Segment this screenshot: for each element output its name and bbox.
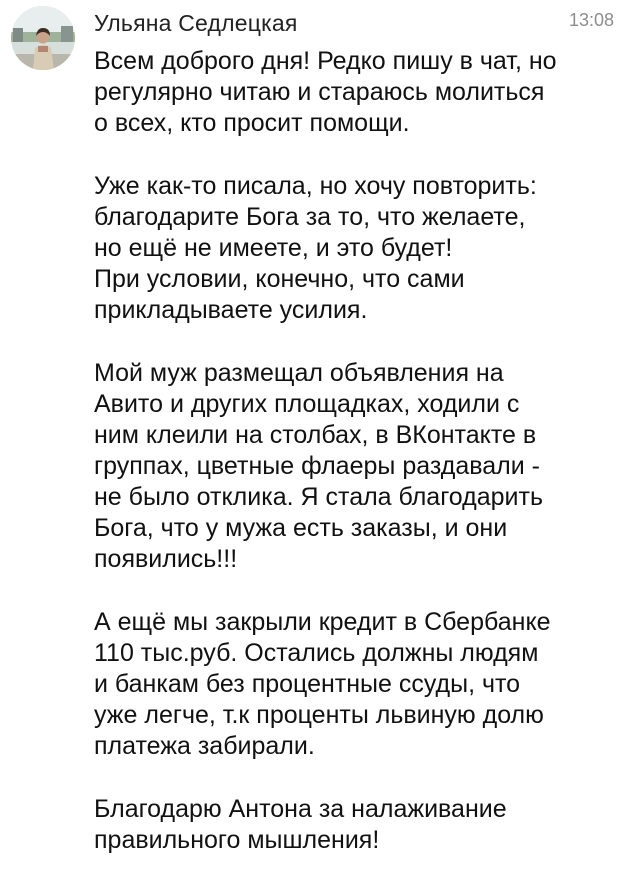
message-line: регулярно читаю и стараюсь молиться <box>94 78 545 106</box>
message-text <box>94 46 616 888</box>
message-line: о всех, кто просит помощи. <box>94 109 410 137</box>
message-line: прикладываете усилия. <box>94 296 368 324</box>
message-paragraph <box>94 171 616 326</box>
message-line: При условии, конечно, что сами <box>94 265 465 293</box>
message-line: но ещё не имеете, и это будет! <box>94 234 453 262</box>
message-line: Авито и других площадках, ходили с <box>94 390 520 418</box>
message-line: Бога, что у мужа есть заказы, и они <box>94 514 508 542</box>
message-line: ним клеили на столбах, в ВКонтакте в <box>94 421 537 449</box>
message-line: 110 тыс.руб. Остались должны людям <box>94 639 539 667</box>
message-line: группах, цветные флаеры раздавали - <box>94 452 540 480</box>
message-paragraph <box>94 358 616 575</box>
message-line: не было отклика. Я стала благодарить <box>94 483 543 511</box>
message-line: Благодарю Антона за налаживание <box>94 795 507 823</box>
message-paragraph <box>94 46 616 139</box>
avatar[interactable] <box>11 6 75 70</box>
message-line: правильного мышления! <box>94 826 380 854</box>
message-paragraph <box>94 607 616 762</box>
message-time: 13:08 <box>568 10 614 30</box>
message-line: А ещё мы закрыли кредит в Сбербанке <box>94 608 551 636</box>
message-line: благодарите Бога за то, что желаете, <box>94 203 526 231</box>
message-line: платежа забирали. <box>94 732 315 760</box>
message-paragraph <box>94 794 616 856</box>
message-line: уже легче, т.к проценты львиную долю <box>94 701 544 729</box>
avatar-photo <box>11 6 75 70</box>
message-line: Всем доброго дня! Редко пишу в чат, но <box>94 47 557 75</box>
message-line: появились!!! <box>94 545 238 573</box>
message-line: Мой муж размещал объявления на <box>94 359 504 387</box>
message-line: Уже как-то писала, но хочу повторить: <box>94 172 537 200</box>
message-line: и банкам без процентные ссуды, что <box>94 670 521 698</box>
author-name[interactable]: Ульяна Седлецкая <box>94 10 298 36</box>
